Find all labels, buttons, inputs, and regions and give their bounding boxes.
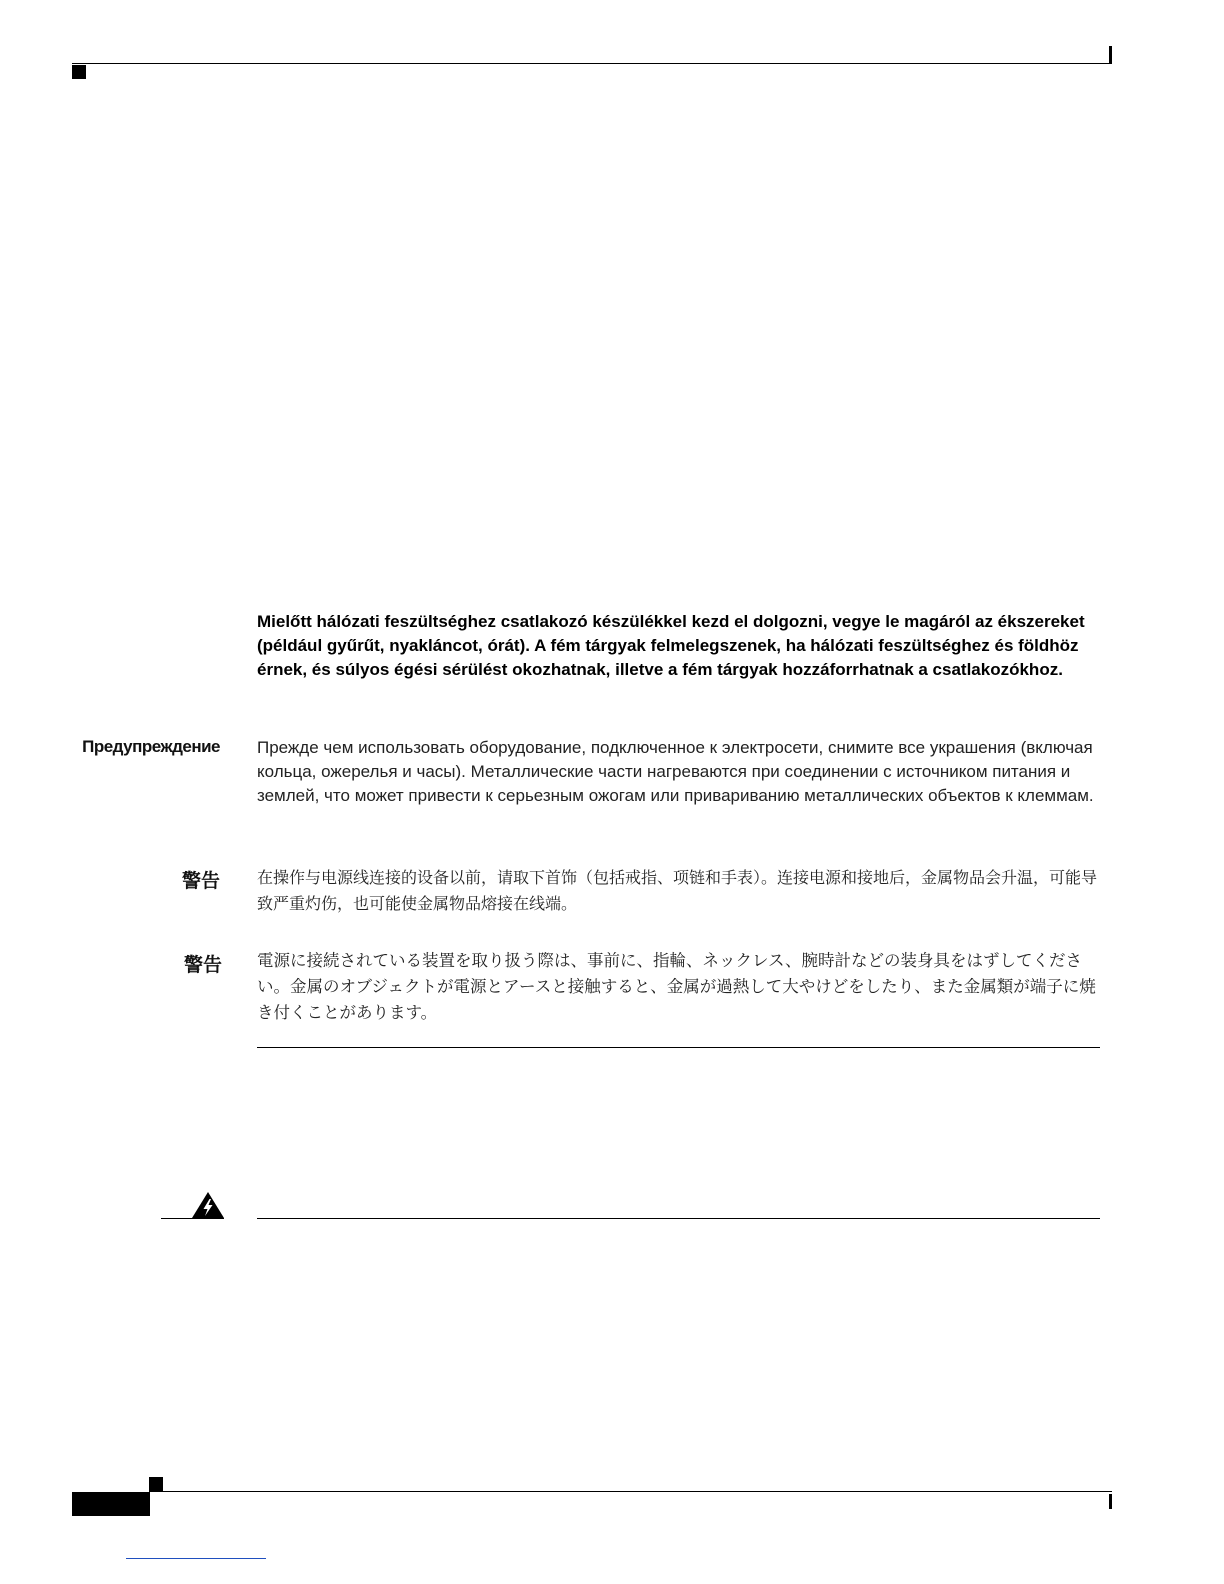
footer-rule <box>149 1491 1112 1492</box>
warning-text-chinese: 在操作与电源线连接的设备以前，请取下首饰（包括戒指、项链和手表）。连接电源和接地后，金属物品会升温，可能导致严重灼伤，也可能使金属物品熔接在线端。 <box>257 870 1098 913</box>
warning-label-chinese: 警告 <box>181 871 220 892</box>
warning-icon-underline <box>161 1218 224 1219</box>
warning-start-rule <box>257 1218 1100 1219</box>
warning-text-hungarian: Mielőtt hálózati feszültséghez csatlakozó készülékkel kezd el dolgozni, vegye le magáról az ékszereket (például gyűrűt, nyakláncot, órát). A fém tárgyak felmelegszenek, ha hálózati feszültséghez és földhöz érnek, és súlyos égési sérülést okozhatnak, illetve a fém tárgyak hozzáforrhatnak a csatlakozókhoz. <box>257 612 1085 679</box>
footer-link-underline[interactable] <box>126 1558 266 1559</box>
warning-text-japanese: 電源に接続されている装置を取り扱う際は、事前に、指輪、ネックレス、腕時計などの装身具をはずしてください。金属のオブジェクトが電源とアースと接触すると、金属が過熱して大やけどをしたり、また金属類が端子に焼き付くことがあります。 <box>257 952 1096 1022</box>
warning-text-russian: Прежде чем использовать оборудование, подключенное к электросети, снимите все украшения (включая кольца, ожерелья и часы). Металлические части нагреваются при соединении с источником питания и землей, что может привести к серьезным ожогам или привариванию металлических объектов к клеммам. <box>257 738 1094 805</box>
footer-square-marker <box>149 1477 163 1491</box>
warning-label-japanese: 警告 <box>183 955 222 976</box>
header-square-marker <box>72 65 86 79</box>
warning-triangle-lightning-icon <box>191 1191 225 1219</box>
footer-page-tab <box>72 1492 150 1516</box>
header-tick-mark <box>1109 46 1112 64</box>
header-rule <box>72 63 1112 64</box>
section-end-rule <box>257 1047 1100 1048</box>
warning-label-russian: Предупреждение <box>82 737 220 756</box>
footer-tick-mark <box>1109 1494 1112 1509</box>
